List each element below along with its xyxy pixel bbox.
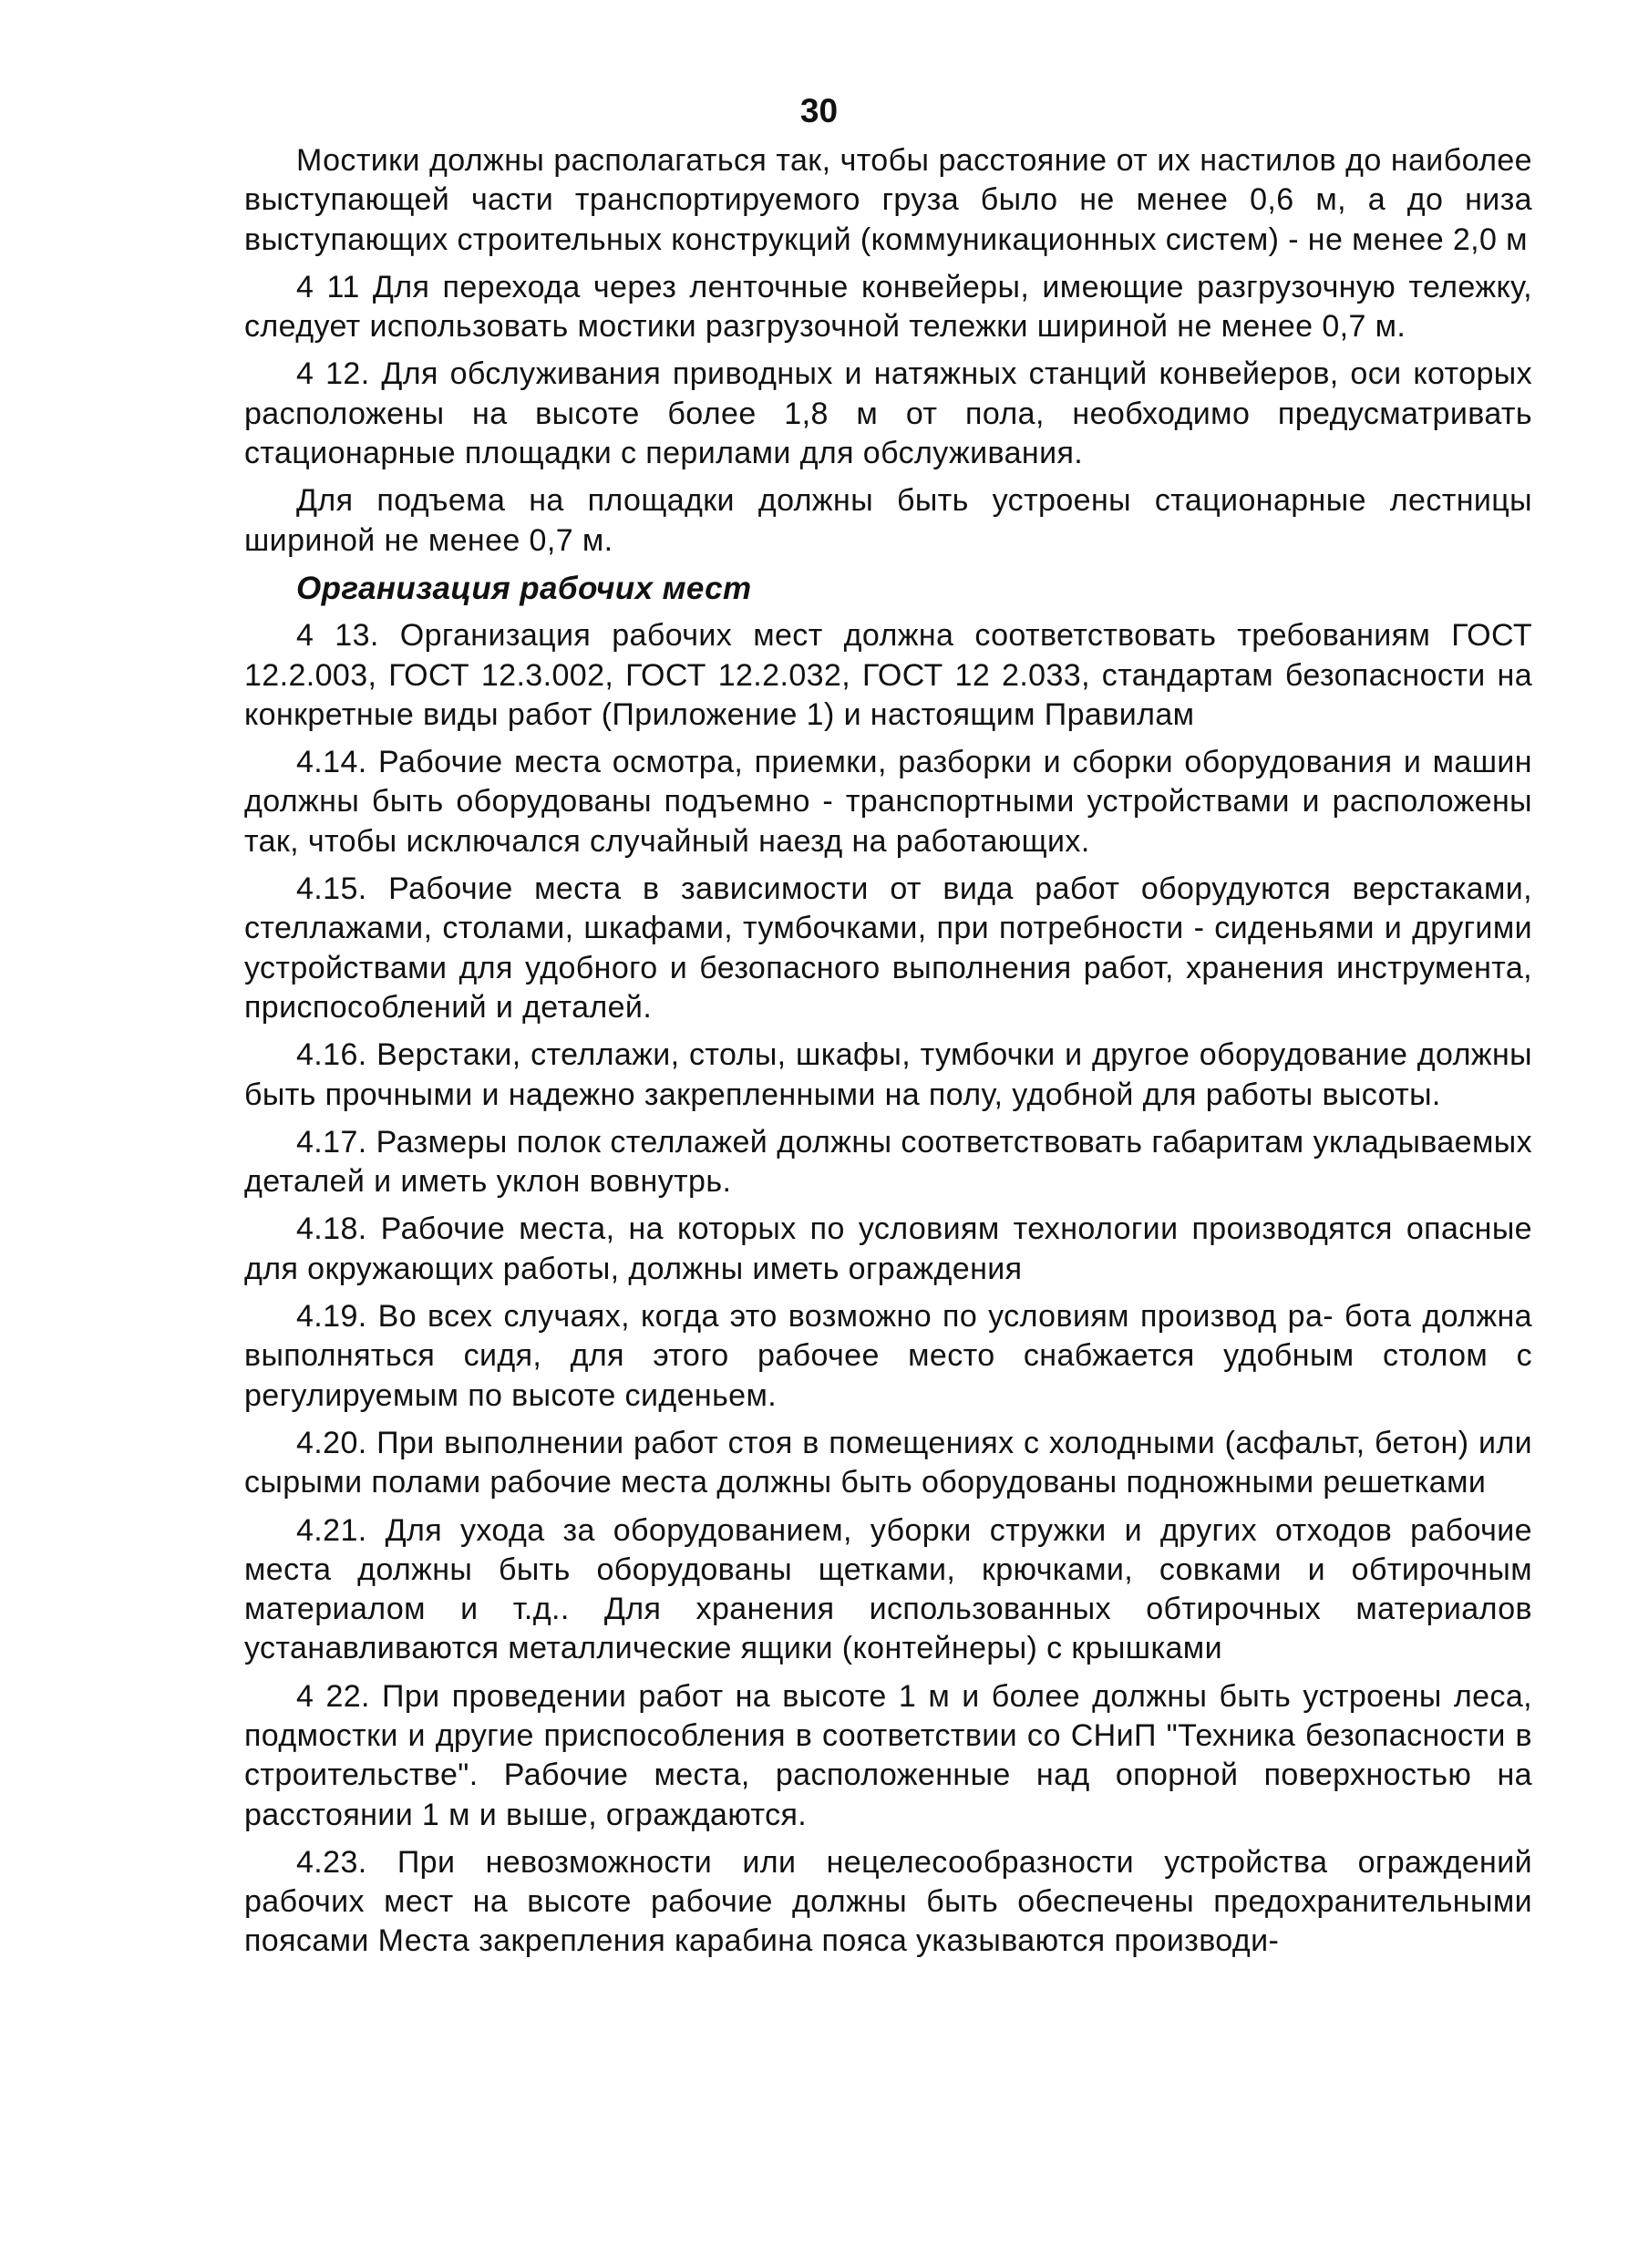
paragraph-stairs: Для подъема на площадки должны быть устроены стационарные лестницы шириной не менее 0,7 м. — [244, 483, 1532, 558]
page-number: 30 — [799, 92, 839, 129]
paragraph-4-19: 4.19. Во всех случаях, когда это возможно по условиям производ ра- бота должна выполняться сидя, для этого рабочее место снабжается удобным столом с регулируемым по высоте сиденьем. — [244, 1299, 1532, 1413]
paragraph-4-20: 4.20. При выполнении работ стоя в помещениях с холодными (асфальт, бетон) или сырыми полами рабочие места должны быть оборудованы подножными решетками — [244, 1425, 1532, 1500]
paragraph-4-11: 4 11 Для перехода через ленточные конвейеры, имеющие разгрузочную тележку, следует использовать мостики разгрузочной тележки шириной не менее 0,7 м. — [244, 269, 1532, 345]
paragraph-4-12: 4 12. Для обслуживания приводных и натяжных станций конвейеров, оси которых расположены на высоте более 1,8 м от пола, необходимо предусматривать стационарные площадки с перилами для обслуживания. — [244, 356, 1532, 471]
paragraph-4-15: 4.15. Рабочие места в зависимости от вида работ оборудуются верстаками, стеллажами, столами, шкафами, тумбочками, при потребности - сиденьями и другими устройствами для удобного и безопасного выполнения работ, хранения инструмента, приспособлений и деталей. — [244, 871, 1532, 1025]
paragraph-4-13: 4 13. Организация рабочих мест должна соответствовать требованиям ГОСТ 12.2.003, ГОСТ 12.3.002, ГОСТ 12.2.032, ГОСТ 12 2.033, стандартам безопасности на конкретные виды работ (Приложение 1) и настоящим Правилам — [244, 618, 1532, 732]
paragraph-4-22: 4 22. При проведении работ на высоте 1 м и более должны быть устроены леса, подмостки и другие приспособления в соответствии со СНиП "Техника безопасности в строительстве". Рабочие места, расположенные над опорной поверхностью на расстоянии 1 м и выше, ограждаются. — [244, 1678, 1532, 1832]
section-heading: Организация рабочих мест — [296, 570, 752, 606]
body-text — [244, 141, 1532, 1962]
paragraph-4-18: 4.18. Рабочие места, на которых по условиям технологии производятся опасные для окружающих работы, должны иметь ограждения — [244, 1211, 1532, 1286]
paragraph-4-23: 4.23. При невозможности или нецелесообразности устройства ограждений рабочих мест на высоте рабочие должны быть обеспечены предохранительными поясами Места закрепления карабина пояса указываются производи- — [244, 1844, 1532, 1959]
paragraph-4-14: 4.14. Рабочие места осмотра, приемки, разборки и сборки оборудования и машин должны быть оборудованы подъемно - транспортными устройствами и расположены так, чтобы исключался случайный наезд на работающих. — [244, 745, 1532, 859]
paragraph-4-21: 4.21. Для ухода за оборудованием, уборки стружки и других отходов рабочие места должны быть оборудованы щетками, крючками, совками и обтирочным материалом и т.д.. Для хранения использованных обтирочных материалов устанавливаются металлические ящики (контейнеры) с крышками — [244, 1512, 1532, 1666]
paragraph-bridges-clearance: Мостики должны располагаться так, чтобы расстояние от их настилов до наиболее выступающей части транспортируемого груза было не менее 0,6 м, а до низа выступающих строительных конструкций (коммуникационных систем) - не менее 2,0 м — [244, 143, 1532, 257]
paragraph-4-16: 4.16. Верстаки, стеллажи, столы, шкафы, тумбочки и другое оборудование должны быть прочными и надежно закрепленными на полу, удобной для работы высоты. — [244, 1037, 1532, 1112]
paragraph-4-17: 4.17. Размеры полок стеллажей должны соответствовать габаритам укладываемых деталей и иметь уклон вовнутрь. — [244, 1124, 1532, 1200]
